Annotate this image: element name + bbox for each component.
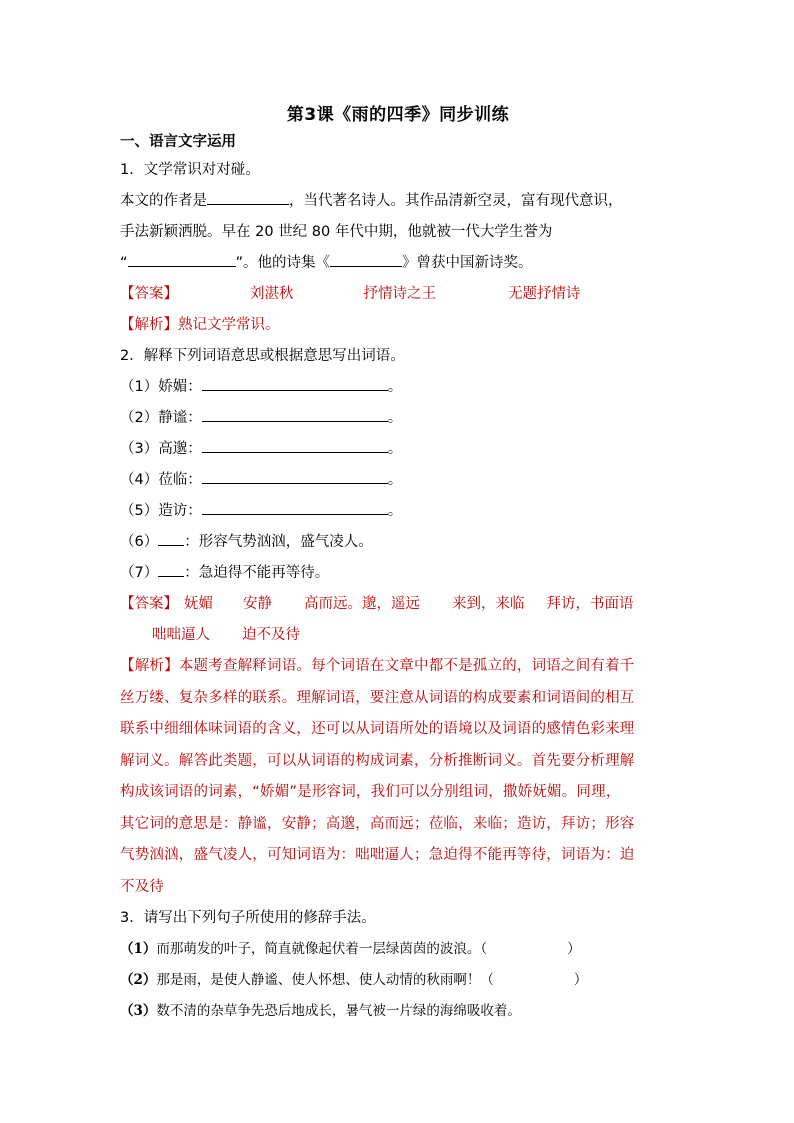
item-text: 那是雨，是使人静谧、使人怀想、使人动情的秋雨啊！（: [156, 972, 494, 988]
question-2-prompt: 2．解释下列词语意思或根据意思写出词语。: [120, 348, 405, 364]
question-1-line-3: [120, 248, 676, 279]
answer-blank: [202, 469, 388, 484]
answer-item: 抒情诗之王: [363, 286, 436, 302]
document-content: [120, 100, 676, 1027]
answer-item: 咄咄逼人: [152, 627, 210, 643]
question-1-line-1: [120, 186, 676, 217]
item-label: （1）娇媚：: [120, 379, 202, 395]
analysis-text: 熟记文学常识。: [178, 317, 280, 333]
question-1-analysis: [120, 310, 676, 341]
question-2-answer-cont: [120, 620, 676, 651]
answer-blank: [202, 376, 388, 391]
question-1-line-2: 手法新颖洒脱。早在 20 世纪 80 年代中期，他就被一代大学生誉为: [120, 224, 553, 240]
answer-tag: 【答案】: [120, 596, 178, 612]
item-text: 而那萌发的叶子，简直就像起伏着一层绿茵茵的波浪。（: [156, 941, 488, 957]
question-2-analysis: [120, 651, 676, 903]
answer-blank: [207, 190, 289, 205]
item-end: 。: [387, 472, 403, 488]
answer-item: 高而远。邈，遥远: [304, 596, 420, 612]
analysis-line: 丝万缕、复杂多样的联系。理解词语，要注意从词语的构成要素和词语间的相互: [120, 689, 635, 706]
analysis-line: 其它词的意思是：静谧，安静；高邈，高而远；莅临，来临；造访，拜访；形容: [120, 815, 635, 832]
answer-tag: 【答案】: [120, 286, 178, 302]
question-2-item: [120, 434, 676, 465]
item-label: （6）: [120, 534, 159, 550]
question-2-item: [120, 527, 676, 558]
analysis-line: 气势汹汹，盛气凌人，可知词语为：咄咄逼人；急迫得不能再等待，词语为：迫: [120, 847, 635, 863]
item-text: ：急迫得不能再等待。: [184, 565, 330, 581]
analysis-line: 联系中细细体味词语的含义，还可以从词语所处的语境以及词语的感情色彩来理: [120, 721, 635, 737]
text-segment: ，当代著名诗人。其作品清新空灵，富有现代意识，: [289, 193, 623, 209]
answer-item: 拜访，书面语: [546, 596, 634, 612]
item-label: （2）: [120, 972, 157, 988]
question-3-prompt: 3．请写出下列句子所使用的修辞手法。: [120, 910, 376, 926]
item-label: （5）造访：: [120, 503, 202, 519]
question-2-item: [120, 372, 676, 403]
item-label: （7）: [120, 565, 159, 581]
question-3-item: [120, 965, 676, 996]
answer-blank: [158, 562, 184, 577]
text-segment: “: [120, 255, 128, 271]
item-text: 数不清的杂草争先恐后地成长，暑气被一片绿的海绵吸收着。: [156, 1003, 521, 1019]
analysis-line: 不及待: [120, 878, 165, 895]
analysis-line: 解词义。解答此类题，可以从词语的构成词素，分析推断词义。首先要分析理解: [120, 752, 635, 769]
item-end: ）: [573, 972, 588, 988]
analysis-text: 本题考查解释词语。每个词语在文章中都不是孤立的，词语之间有着千: [178, 658, 635, 674]
item-end: 。: [387, 503, 403, 519]
question-2-answer: [120, 589, 676, 620]
item-end: ）: [567, 941, 581, 957]
item-end: 。: [387, 441, 403, 457]
question-2-item: [120, 558, 676, 589]
question-3-item: [120, 934, 676, 965]
item-label: （3）高邈：: [120, 441, 202, 457]
question-2-item: [120, 465, 676, 496]
analysis-line: 构成该词语的词素，“娇媚”是形容词，我们可以分别组词，撒娇妩媚。同理，: [120, 784, 621, 800]
page-title: 第3课《雨的四季》同步训练: [286, 105, 510, 125]
question-1-prompt: 1．文学常识对对碰。: [120, 162, 260, 178]
analysis-tag: 【解析】: [120, 658, 179, 674]
answer-blank: [330, 252, 402, 267]
answer-item: 妩媚: [184, 596, 213, 612]
answer-item: 迫不及待: [242, 627, 300, 643]
item-label: （4）莅临：: [120, 472, 202, 488]
item-text: ：形容气势汹汹，盛气凌人。: [184, 534, 373, 550]
question-1-answer: [120, 279, 676, 310]
answer-item: 来到，来临: [452, 596, 525, 612]
text-segment: 》曾获中国新诗奖。: [402, 255, 533, 271]
analysis-tag: 【解析】: [120, 317, 178, 333]
item-label: （1）: [120, 941, 157, 957]
text-segment: 本文的作者是: [120, 193, 207, 209]
answer-blank: [202, 438, 388, 453]
item-end: 。: [387, 410, 403, 426]
question-2-item: [120, 496, 676, 527]
answer-item: 无题抒情诗: [508, 286, 581, 302]
answer-blank: [158, 531, 184, 546]
item-label: （3）: [120, 1003, 157, 1019]
text-segment: ”。他的诗集《: [235, 255, 331, 271]
answer-blank: [202, 407, 388, 422]
answer-item: 安静: [243, 596, 272, 612]
item-label: （2）静谧：: [120, 410, 202, 426]
question-2-item: [120, 403, 676, 434]
answer-item: 刘湛秋: [250, 286, 294, 302]
section-heading: 一、语言文字运用: [120, 134, 236, 150]
item-end: 。: [387, 379, 403, 395]
answer-blank: [128, 252, 236, 267]
analysis-line: [120, 651, 676, 683]
question-3-item: [120, 996, 676, 1027]
answer-blank: [202, 500, 388, 515]
